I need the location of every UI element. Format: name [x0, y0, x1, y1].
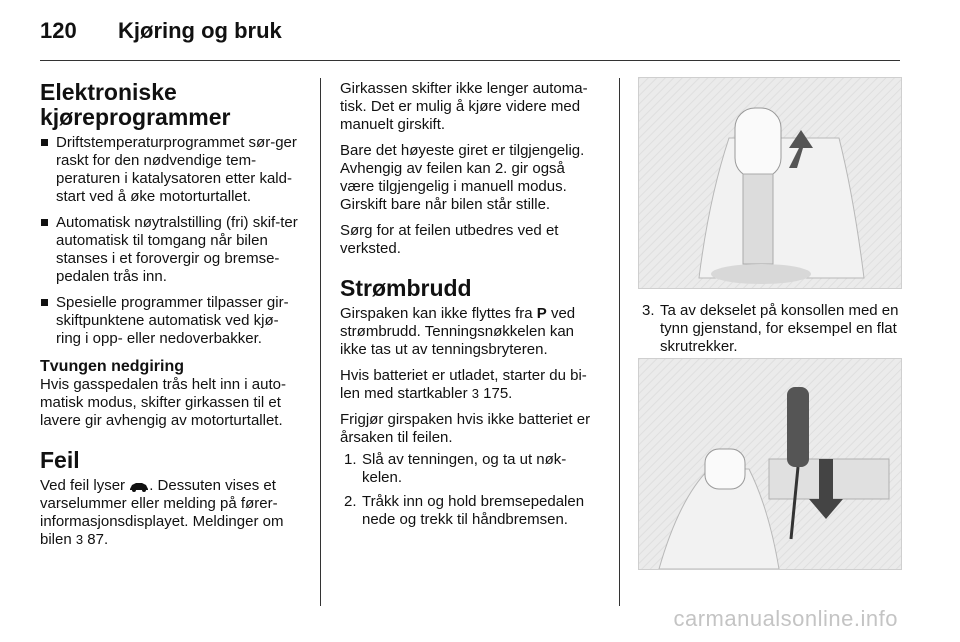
- step-number: 2.: [344, 493, 357, 510]
- paragraph-battery: [340, 367, 602, 403]
- paragraph-fault: [40, 477, 302, 549]
- fault-text-before: Ved feil lyser: [40, 477, 126, 494]
- lever-text-before: Girspaken kan ikke flyttes fra: [340, 305, 533, 322]
- release-steps-list: [340, 451, 602, 529]
- lever-text-after: ved strømbrudd. Tenningsnøkkelen kan ikke tas ut av tenningsbryteren.: [340, 305, 576, 358]
- bullet-item: Spesielle programmer tilpasser gir-skiftpunktene automatisk ved kjø-ring i opp- eller nedoverbakker.: [40, 294, 302, 348]
- paragraph-forced-downshift: Hvis gasspedalen trås helt inn i auto-matisk modus, skifter girkassen til et lavere gir avhengig av motorturtallet.: [40, 376, 286, 429]
- step-text: Tråkk inn og hold bremsepedalen nede og trekk til håndbremsen.: [362, 493, 585, 528]
- paragraph-workshop: Sørg for at feilen utbedres ved et verksted.: [340, 222, 559, 257]
- program-bullet-list: [40, 134, 302, 348]
- paragraph-lever-stuck: [340, 305, 602, 359]
- screwdriver-illustration: [638, 358, 902, 570]
- step-3-list: [638, 302, 900, 356]
- header-rule: [40, 60, 900, 61]
- gear-lever-illustration: [638, 77, 902, 289]
- page-reference-175[interactable]: 175.: [483, 385, 513, 402]
- step-text: Slå av tenningen, og ta ut nøk-kelen.: [362, 451, 567, 486]
- page-number: 120: [40, 18, 77, 43]
- column-divider-2: [619, 78, 620, 606]
- page-header: [40, 14, 282, 48]
- step-number: 1.: [344, 451, 357, 468]
- transmission-warning-icon: [129, 480, 149, 492]
- section-heading-power-failure: Strømbrudd: [340, 275, 472, 301]
- bullet-item: Automatisk nøytralstilling (fri) skif-ter automatisk til tomgang når bilen stanses i et forovergir og bremse-pedalen trås inn.: [40, 214, 302, 286]
- step-text: Ta av dekselet på konsollen med en tynn gjenstand, for eksempel en flat skrutrekker.: [660, 302, 899, 355]
- gear-p-label: P: [536, 305, 547, 322]
- column-2: [340, 80, 602, 535]
- paragraph-highest-gear: Bare det høyeste giret er tilgjengelig. Avhengig av feilen kan 2. gir også være tilgjengelig i manuell modus. Girskift bare når bilen står stille.: [340, 142, 585, 213]
- page-reference-icon: 3: [75, 532, 84, 547]
- section-heading-electronic-programs: Elektroniske kjøreprogrammer: [40, 79, 231, 130]
- section-heading-fault: Feil: [40, 447, 80, 473]
- page-title: Kjøring og bruk: [118, 18, 282, 43]
- bullet-item: Driftstemperaturprogrammet sør-ger raskt for den nødvendige tem-peraturen i katalysatoren etter kald-start ved å øke motorturtallet.: [40, 134, 302, 206]
- step-item: [340, 451, 602, 487]
- watermark: carmanualsonline.info: [673, 606, 898, 631]
- battery-text: Hvis batteriet er utladet, starter du bi-len med startkabler: [340, 367, 587, 402]
- page-reference-87[interactable]: 87.: [87, 531, 109, 548]
- column-1: [40, 80, 302, 557]
- step-3-block: [638, 302, 900, 362]
- step-item: [340, 493, 602, 529]
- step-number: 3.: [642, 302, 655, 319]
- paragraph-release-lever: Frigjør girspaken hvis ikke batteriet er årsaken til feilen.: [340, 411, 591, 446]
- fault-text-after: . Dessuten vises et varselummer eller melding på fører-informasjonsdisplayet. Meldinger om bilen: [40, 477, 284, 548]
- column-divider-1: [320, 78, 321, 606]
- paragraph-no-auto-shift: Girkassen skifter ikke lenger automa-tisk. Det er mulig å kjøre videre med manuelt girskift.: [340, 80, 588, 133]
- subheading-forced-downshift: Tvungen nedgiring: [40, 358, 184, 375]
- page-reference-icon: 3: [471, 386, 479, 401]
- step-item: [638, 302, 900, 356]
